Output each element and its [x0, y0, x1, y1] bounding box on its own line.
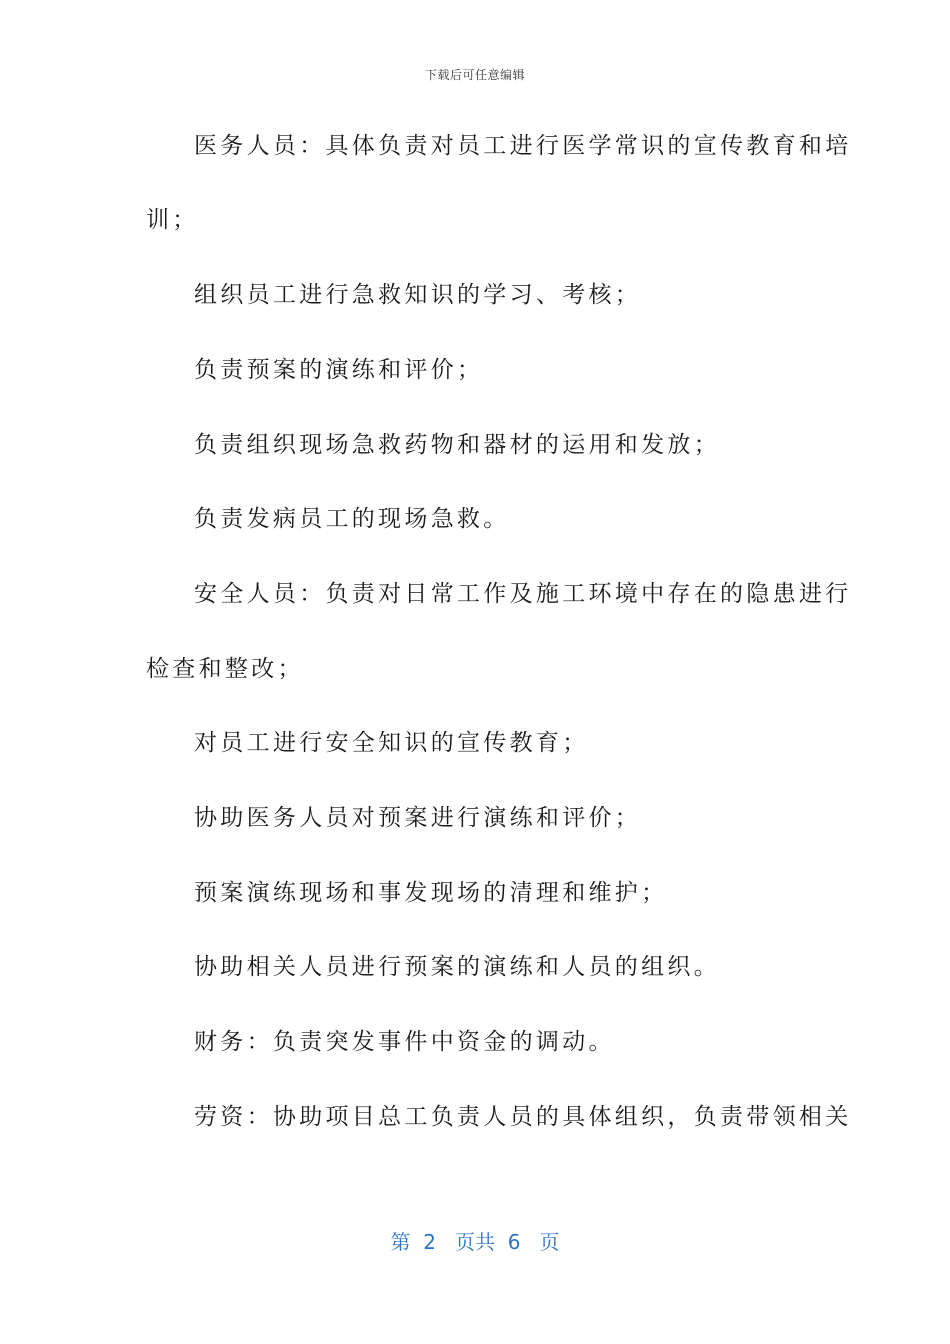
- paragraph-line: 安全人员：负责对日常工作及施工环境中存在的隐患进行: [194, 581, 852, 607]
- paragraph-line: 训；: [146, 207, 199, 233]
- paragraph-line: 对员工进行安全知识的宣传教育；: [194, 730, 589, 756]
- paragraph-line: 协助相关人员进行预案的演练和人员的组织。: [194, 954, 720, 980]
- download-note: 下载后可任意编辑: [424, 68, 525, 82]
- paragraph-line: 劳资：协助项目总工负责人员的具体组织，负责带领相关: [194, 1104, 852, 1130]
- paragraph-line: 负责组织现场急救药物和器材的运用和发放；: [194, 432, 720, 458]
- paragraph-line: 组织员工进行急救知识的学习、考核；: [194, 282, 642, 308]
- paragraph-line: 财务：负责突发事件中资金的调动。: [194, 1029, 615, 1055]
- paragraph-line: 预案演练现场和事发现场的清理和维护；: [194, 880, 668, 906]
- page-number: 第 2 页共 6 页: [390, 1230, 560, 1254]
- paragraph-line: 负责预案的演练和评价；: [194, 357, 484, 383]
- paragraph-line: 检查和整改；: [146, 656, 304, 682]
- paragraph-line: 医务人员：具体负责对员工进行医学常识的宣传教育和培: [194, 133, 852, 159]
- paragraph-line: 协助医务人员对预案进行演练和评价；: [194, 805, 642, 831]
- paragraph-line: 负责发病员工的现场急救。: [194, 506, 510, 532]
